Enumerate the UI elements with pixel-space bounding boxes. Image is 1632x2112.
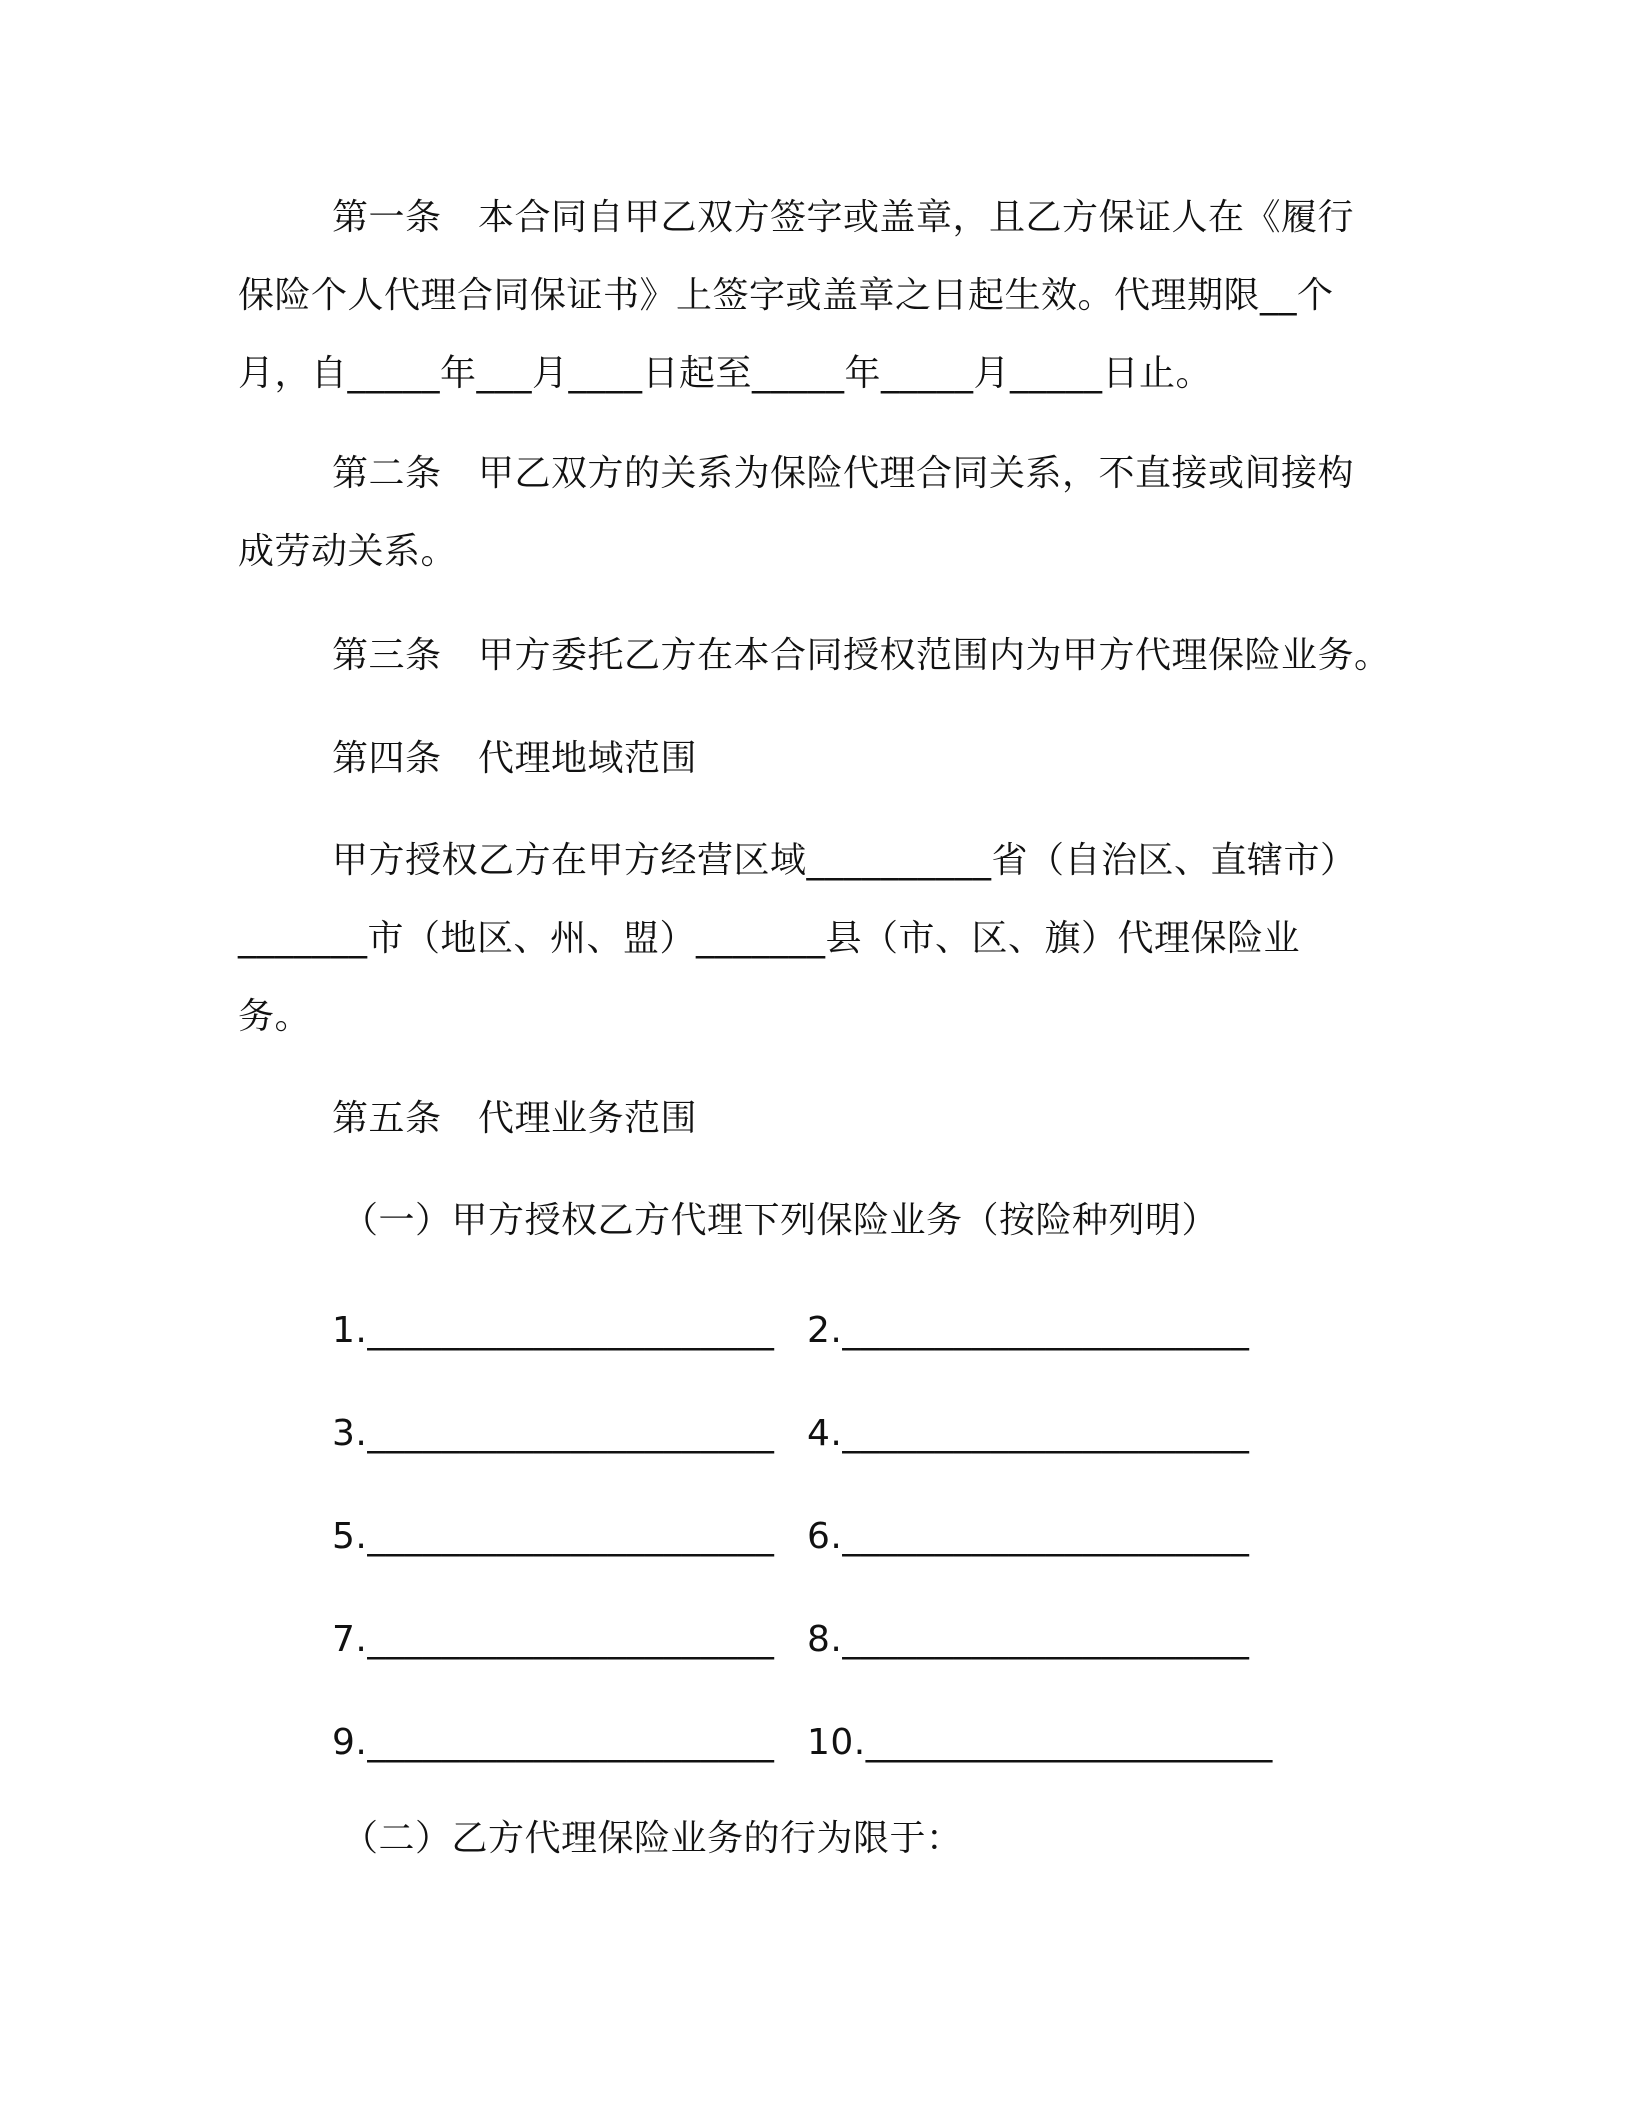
insurance-item-field: 2.______________________	[807, 1310, 1250, 1351]
article1-line2: 保险个人代理合同保证书》上签字或盖章之日起生效。代理期限__个	[238, 275, 1334, 316]
article4-heading: 第四条 代理地域范围	[332, 738, 698, 779]
insurance-item-field: 4.______________________	[807, 1413, 1250, 1454]
article2-line2: 成劳动关系。	[238, 531, 458, 572]
article4-line2: _______市（地区、州、盟）_______县（市、区、旗）代理保险业	[238, 918, 1301, 959]
article1-line1: 第一条 本合同自甲乙双方签字或盖章，且乙方保证人在《履行	[332, 197, 1355, 238]
insurance-item-field: 9.______________________	[332, 1722, 775, 1763]
article5-subsection-2: （二）乙方代理保险业务的行为限于：	[342, 1818, 963, 1859]
article1-line3: 月，自_____年___月____日起至_____年_____月_____日止。	[238, 353, 1213, 394]
article2-line1: 第二条 甲乙双方的关系为保险代理合同关系，不直接或间接构	[332, 453, 1355, 494]
article4-line1: 甲方授权乙方在甲方经营区域__________省（自治区、直辖市）	[332, 840, 1357, 881]
insurance-item-field: 8.______________________	[807, 1619, 1250, 1660]
insurance-item-field: 7.______________________	[332, 1619, 775, 1660]
article4-line3: 务。	[238, 996, 312, 1037]
insurance-item-field: 1.______________________	[332, 1310, 775, 1351]
insurance-item-field: 10.______________________	[807, 1722, 1273, 1763]
article3-line1: 第三条 甲方委托乙方在本合同授权范围内为甲方代理保险业务。	[332, 635, 1391, 676]
insurance-item-field: 6.______________________	[807, 1516, 1250, 1557]
article5-subsection-1: （一）甲方授权乙方代理下列保险业务（按险种列明）	[342, 1200, 1219, 1241]
insurance-item-field: 3.______________________	[332, 1413, 775, 1454]
insurance-item-field: 5.______________________	[332, 1516, 775, 1557]
article5-heading: 第五条 代理业务范围	[332, 1098, 698, 1139]
